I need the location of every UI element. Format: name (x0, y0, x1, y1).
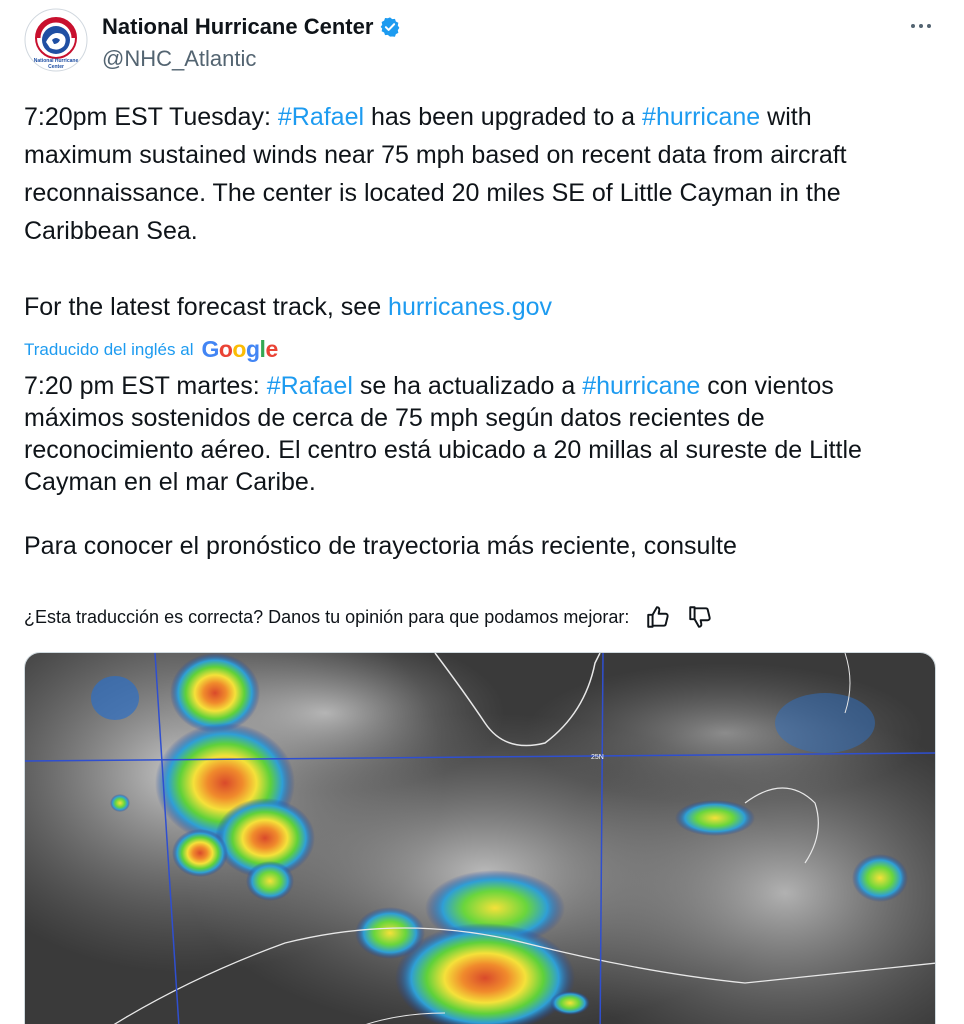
feedback-question: ¿Esta traducción es correcta? Danos tu opinión para que podamos mejorar: (24, 606, 630, 627)
svg-text:National Hurricane: National Hurricane (33, 58, 79, 64)
translated-label-text: Traducido del inglés al (24, 339, 194, 359)
translation-paragraph-2: Para conocer el pronóstico de trayectoria más reciente, consulte (24, 532, 737, 560)
translation-text-segment: se ha actualizado a (352, 372, 583, 400)
noaa-nws-logo (24, 8, 88, 72)
handle[interactable]: @NHC_Atlantic (102, 46, 257, 71)
hashtag-rafael-link[interactable]: #Rafael (277, 103, 365, 131)
tweet-text-segment: has been upgraded to a (364, 103, 643, 131)
tweet-text-segment: 7:20pm EST Tuesday: (24, 103, 278, 131)
avatar[interactable] (24, 8, 88, 72)
hashtag-rafael-link[interactable]: #Rafael (266, 372, 353, 400)
hurricanes-gov-link[interactable]: hurricanes.gov (388, 293, 553, 321)
satellite-infrared-image[interactable] (24, 652, 936, 1024)
verified-badge-icon (379, 16, 401, 38)
tweet-text-segment: with maximum sustained winds near 75 mph based on recent data from aircraft reconnaissance. The center is located 20 miles SE of Little Cayman in the Caribbean Sea. (24, 103, 847, 245)
tweet-text (24, 98, 924, 326)
more-options-icon[interactable] (906, 14, 936, 38)
translated-by-label[interactable] (24, 336, 278, 363)
google-logo: Google (201, 336, 278, 362)
tweet-header (24, 8, 940, 78)
thumbs-up-icon[interactable] (645, 604, 671, 630)
translation-feedback (24, 604, 713, 630)
latitude-label: 25N (591, 754, 604, 761)
translation-text-segment: con vientos máximos sostenidos de cerca de 75 mph según datos recientes de reconocimiento aéreo. El centro está ubicado a 20 millas al sureste de Little Cayman en el mar Caribe. (24, 372, 862, 496)
author-info (102, 14, 401, 72)
hashtag-hurricane-link[interactable]: #hurricane (582, 372, 701, 400)
display-name[interactable]: National Hurricane Center (102, 14, 374, 39)
translation-text-segment: 7:20 pm EST martes: (24, 372, 267, 400)
svg-text:Center: Center (48, 64, 64, 70)
tweet-text-segment: For the latest forecast track, see (24, 293, 389, 321)
hashtag-hurricane-link[interactable]: #hurricane (642, 103, 761, 131)
satellite-map (25, 653, 936, 1024)
translation-text (24, 370, 934, 562)
thumbs-down-icon[interactable] (687, 604, 713, 630)
